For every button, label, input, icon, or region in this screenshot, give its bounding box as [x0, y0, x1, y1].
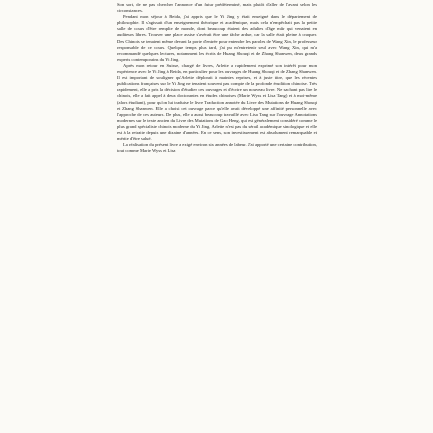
text-column: [117, 2, 317, 154]
paragraph-intro: Son sort, de ne pas chercher l'annonce d'un futur prédéterminé, mais plutôt d'aller de l'avant selon les circonstances.: [117, 2, 317, 14]
paragraph-realisation: La réalisation du présent livre a exigé environ six années de labeur. J'ai apporté une certaine contribution, tout comme Marie Wyss et Lisa: [117, 142, 317, 154]
paragraph-return-switzerland: Après mon retour en Suisse, chargé de livres, Arlette a rapidement exprimé son intérêt pour mon expérience avec le Yi Jing à Beida, en particulier pour les ouvrages de Huang Shouqi et de Zhang Shanwen. Il est important de souligner qu'Arlette déplorait à maintes reprises, et à juste titre, que les récentes publications françaises sur le Yi Jing ne tenaient souvent pas compte de la profonde érudition chinoise. Très rapidement, elle a pris la décision d'étudier ces ouvrages et d'écrire un nouveau livre. Ne sachant pas lire le chinois, elle a fait appel à deux doctorantes en études chinoises (Marie Wyss et Lisa Tang) et à moi-même (alors étudiant), pour qu'on lui traduise le livre Traduction annotée du Livre des Mutations de Huang Shouqi et Zhang Shanwen. Elle a choisi cet ouvrage parce qu'elle avait développé une affinité personnelle avec l'approche de ces auteurs. De plus, elle a aussi beaucoup travaillé avec Lisa Tang sur l'ouvrage Annotations modernes sur le texte ancien du Livre des Mutations de Gao Heng, qui est généralement considéré comme le plus grand spécialiste chinois moderne du Yi Jing. Arlette n'est pas du sérail académique sinologique et elle est à la retraite depuis une dizaine d'années. En ce sens, son investissement est absolument remarquable et mérite d'être salué.: [117, 62, 317, 142]
paragraph-beida: Pendant mon séjour à Beida, j'ai appris que le Yi Jing y était enseigné dans le département de philosophie. Il s'agissait d'un enseignement théorique et académique, mais cela n'empêchait pas la petite salle de cours d'être remplie de monde, dont beaucoup étaient des adultes d'âge mûr qui venaient en auditeurs libres. Trouver une place assise s'avérait être une tâche ardue, car la salle était pleine à craquer. Des Chinois se tenaient même devant la porte d'entrée pour entendre les paroles de Wang Xin, le professeur responsable de ce cours. Quelque temps plus tard, j'ai pu m'entretenir seul avec Wang Xin, qui m'a recommandé quelques lectures, notamment les écrits de Huang Shouqi et de Zhang Shanwen, deux grands experts contemporains du Yi Jing.: [117, 14, 317, 62]
